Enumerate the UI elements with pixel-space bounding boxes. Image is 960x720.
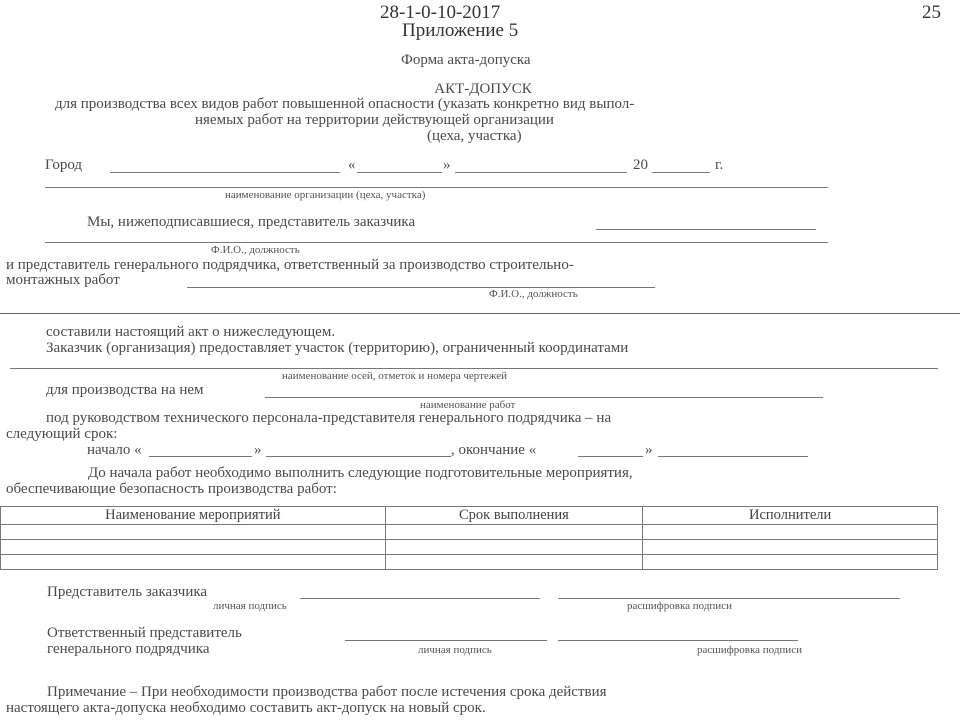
day-quote-open: « [348,157,356,173]
work-name-field[interactable] [265,397,823,398]
table-cell[interactable] [1,525,386,540]
table-row [1,540,938,555]
fio-position-hint: Ф.И.О., должность [211,244,300,256]
coordinates-field[interactable] [10,368,938,369]
day-quote-close: » [443,157,451,173]
start-quote-close: » [254,442,262,458]
end-day-field[interactable] [578,456,643,457]
start-label: начало « [87,442,142,458]
note-line2: настоящего акта-допуска необходимо составить акт-допуск на новый срок. [6,700,486,716]
organization-field[interactable] [45,187,828,188]
measures-line2: обеспечивающие безопасность производства работ: [6,481,337,497]
supervision-line1: под руководством технического персонала-представителя генерального подрядчика – на [46,410,612,426]
table-row [1,555,938,570]
responsible-rep-line2: генерального подрядчика [47,641,210,657]
gen-contractor-line1: и представитель генерального подрядчика, ответственный за производство строительно- [6,257,574,273]
signature-decoding-hint: расшифровка подписи [627,600,732,612]
compiled-text: составили настоящий акт о нижеследующем. [46,324,336,340]
city-label: Город [45,157,83,173]
day-field[interactable] [357,172,442,173]
start-month-field[interactable] [266,456,451,457]
gen-contractor-line2: монтажных работ [6,272,120,288]
customer-provides-text: Заказчик (организация) предоставляет участок (территорию), ограниченный координатами [46,340,629,356]
year-suffix: г. [715,157,724,173]
year-field[interactable] [652,172,710,173]
signature-decoding-hint-2: расшифровка подписи [697,644,802,656]
customer-rep-field[interactable] [596,229,816,230]
responsible-rep-line1: Ответственный представитель [47,625,242,641]
table-cell[interactable] [1,555,386,570]
fio-position-hint-2: Ф.И.О., должность [489,288,578,300]
appendix-label: Приложение 5 [402,20,519,41]
start-day-field[interactable] [149,456,252,457]
table-cell[interactable] [643,525,938,540]
column-header-measures: Наименование мероприятий [1,507,386,525]
form-title: Форма акта-допуска [401,52,531,68]
organization-hint: наименование организации (цеха, участка) [225,189,426,201]
measures-table [0,506,938,570]
customer-rep-fio-field[interactable] [45,242,828,243]
table-row [1,525,938,540]
table-cell[interactable] [385,555,643,570]
signature-hint: личная подпись [213,600,287,612]
responsible-signature-decoding-field[interactable] [558,640,798,641]
end-label: , окончание « [451,442,537,458]
customer-rep-signature-label: Представитель заказчика [47,584,208,600]
year-prefix: 20 [633,157,648,173]
column-header-deadline: Срок выполнения [385,507,643,525]
city-field[interactable] [110,172,340,173]
act-subtitle-line2: няемых работ на территории действующей организации [195,112,554,128]
signature-hint-2: личная подпись [418,644,492,656]
section-divider [0,313,960,314]
measures-line1: До начала работ необходимо выполнить следующие подготовительные мероприятия, [88,465,633,481]
supervision-line2: следующий срок: [6,426,118,442]
act-subtitle-line1: для производства всех видов работ повышенной опасности (указать конкретно вид выпол- [55,96,635,112]
end-month-field[interactable] [658,456,808,457]
work-name-hint: наименование работ [420,399,516,411]
document-number: 28-1-0-10-2017 [380,2,501,23]
gen-contractor-field[interactable] [187,287,655,288]
we-undersigned-text: Мы, нижеподписавшиеся, представитель заказчика [87,214,416,230]
column-header-executors: Исполнители [643,507,938,525]
act-title: АКТ-ДОПУСК [434,81,532,97]
table-header-row [1,507,938,525]
act-subtitle-line3: (цеха, участка) [427,128,522,144]
table-cell[interactable] [643,540,938,555]
table-cell[interactable] [1,540,386,555]
customer-signature-decoding-field[interactable] [558,598,900,599]
end-quote-close: » [645,442,653,458]
table-cell[interactable] [385,525,643,540]
page-number: 25 [922,2,941,23]
table-cell[interactable] [385,540,643,555]
responsible-signature-field[interactable] [345,640,547,641]
for-production-text: для производства на нем [46,382,204,398]
note-line1: Примечание – При необходимости производства работ после истечения срока действия [47,684,607,700]
table-cell[interactable] [643,555,938,570]
month-field[interactable] [455,172,627,173]
axes-marks-hint: наименование осей, отметок и номера чертежей [282,370,508,382]
customer-signature-field[interactable] [300,598,540,599]
